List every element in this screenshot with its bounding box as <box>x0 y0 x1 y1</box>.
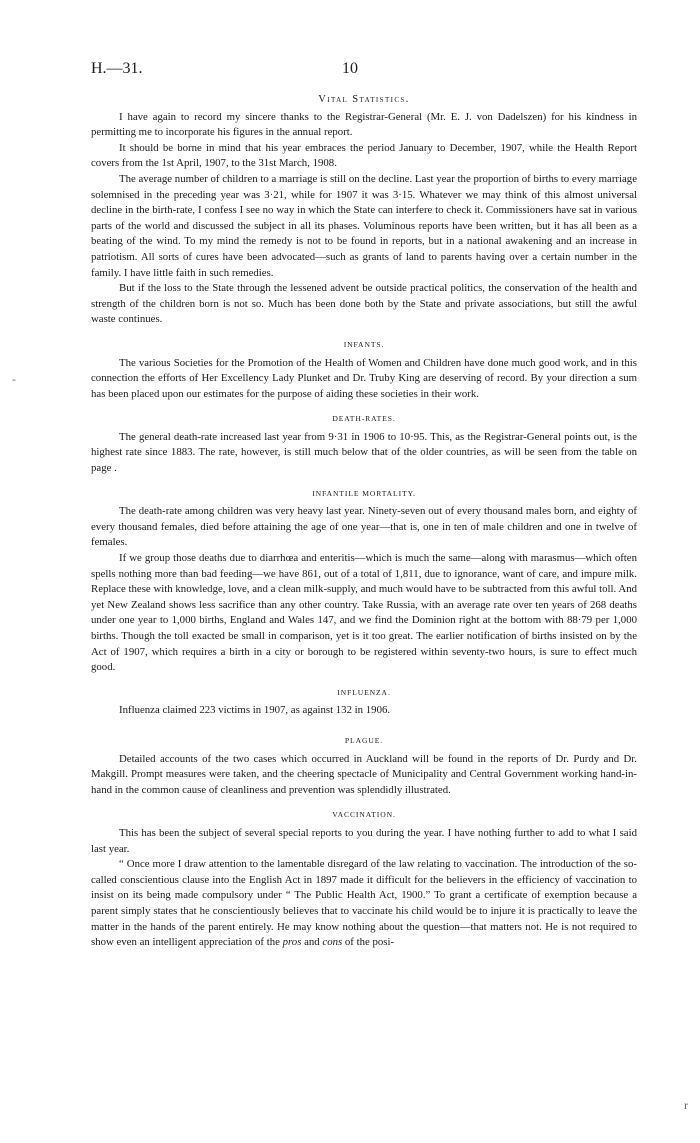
italic-term: cons <box>322 936 343 949</box>
paragraph: But if the loss to the State through the lessened advent be outside practical politics, the conservation of the health and strength of the children born is not so. Much has been done both by the State and private associations, but still the awful waste continues. <box>91 282 637 326</box>
paragraph-text: “ Once more I draw attention to the lamentable disregard of the law relating to vaccination. The introduction of the so-called conscientious clause into the English Act in 1897 made it difficult for the believers in the efficiency of vaccination to insist on its being made compulsory under “ The Public Health Act, 1900.” To grant a certificate of exemption because a parent simply states that he conscientiously believes that to vaccinate his child would be to injure it is practically to leave the matter in the hands of the parent entirely. He may know nothing about the question—that matters not. He is not required to show even an intelligent appreciation of the <box>91 858 637 949</box>
paragraph-text: of the posi- <box>342 936 395 949</box>
section-heading-vaccination: VACCINATION. <box>332 810 396 820</box>
page-number: 10 <box>342 60 358 77</box>
paragraph: It should be borne in mind that his year embraces the period January to December, 1907, while the Health Report covers from the 1st April, 1907, to the 31st March, 1908. <box>91 141 637 170</box>
paragraph: The general death-rate increased last year from 9·31 in 1906 to 10·95. This, as the Registrar-General points out, is the highest rate since 1883. The rate, however, is still much below that of the older countries, as will be seen from the table on page . <box>91 430 637 475</box>
text-column <box>91 92 637 951</box>
paragraph-last <box>91 857 637 951</box>
paragraph: This has been the subject of several special reports to you during the year. I have nothing further to add to what I said last year. <box>91 826 637 855</box>
document-reference: H.—31. <box>91 60 143 77</box>
paragraph: Detailed accounts of the two cases which occurred in Auckland will be found in the reports of Dr. Purdy and Dr. Makgill. Prompt measures were taken, and the cheering spectacle of Municipality and Central Government working hand-in-hand in the common cause of cleanliness and prevention was splendidly illustrated. <box>91 752 637 796</box>
paragraph: The average number of children to a marriage is still on the decline. Last year the proportion of births to every marriage solemnised in the preceding year was 3·21, while for 1907 it was 3·15. Whatever we may think of this almost universal decline in the birth-rate, I confess I see no way in which the State can interfere to check it. Commissioners have sat in various parts of the world and discussed the subject in all its phases. Voluminous reports have been written, but it has all been as a beating of the wind. To my mind the remedy is not to be found in reports, but in a national awakening and an increase in patriotism. All sorts of cures have been advocated—such as grants of land to parents having over a certain number in the family. I have little faith in such remedies. <box>91 172 637 279</box>
section-heading-influenza: INFLUENZA. <box>337 687 391 697</box>
paragraph: I have again to record my sincere thanks to the Registrar-General (Mr. E. J. von Dadelszen) for his kindness in permitting me to incorporate his figures in the annual report. <box>91 110 637 139</box>
section-heading-infantile-mortality: INFANTILE MORTALITY. <box>312 488 416 498</box>
paragraph: The death-rate among children was very heavy last year. Ninety-seven out of every thousand males born, and eighty of every thousand females, died before attaining the age of one year—that is, one in ten of male children and one in twelve of females. <box>91 505 637 549</box>
paragraph: If we group those deaths due to diarrhœa and enteritis—which is much the same—along with marasmus—which often spells nothing more than bad feeding—we have 861, out of a total of 1,811, due to ignorance, want of care, and impure milk. Replace these with knowledge, love, and a clean milk-supply, and much would have to be subtracted from this awful toll. And yet New Zealand shows less sacrifice than any other country. Take Russia, with an average rate over ten years of 268 deaths under one year to 1,000 births, England and Wales 147, and we find the Dominion right at the bottom with 88·79 per 1,000 births. Though the toll exacted be small in comparison, yet is it too great. The earlier notification of births insisted on by the Act of 1907, which requires a birth in a city or borough to be registered within seventy-two hours, is sure to effect much good. <box>91 552 637 674</box>
section-heading-plague: PLAGUE. <box>344 735 384 745</box>
italic-term: pros <box>282 936 302 949</box>
margin-mark-right: r <box>684 1098 688 1112</box>
margin-mark-left: - <box>12 372 16 386</box>
paragraph-text: and <box>301 936 323 949</box>
section-heading-vital-statistics: Vital Statistics. <box>318 94 410 105</box>
paragraph: The various Societies for the Promotion of the Health of Women and Children have done much good work, and in this connection the efforts of Her Excellency Lady Plunket and Dr. Truby King are deserving of record. By your direction a sum has been placed upon our estimates for the purpose of aiding these societies in their work. <box>91 356 637 400</box>
paragraph: Influenza claimed 223 victims in 1907, as against 132 in 1906. <box>119 704 391 717</box>
section-heading-infants: INFANTS. <box>343 339 385 349</box>
section-heading-death-rates: DEATH-RATES. <box>332 414 396 424</box>
